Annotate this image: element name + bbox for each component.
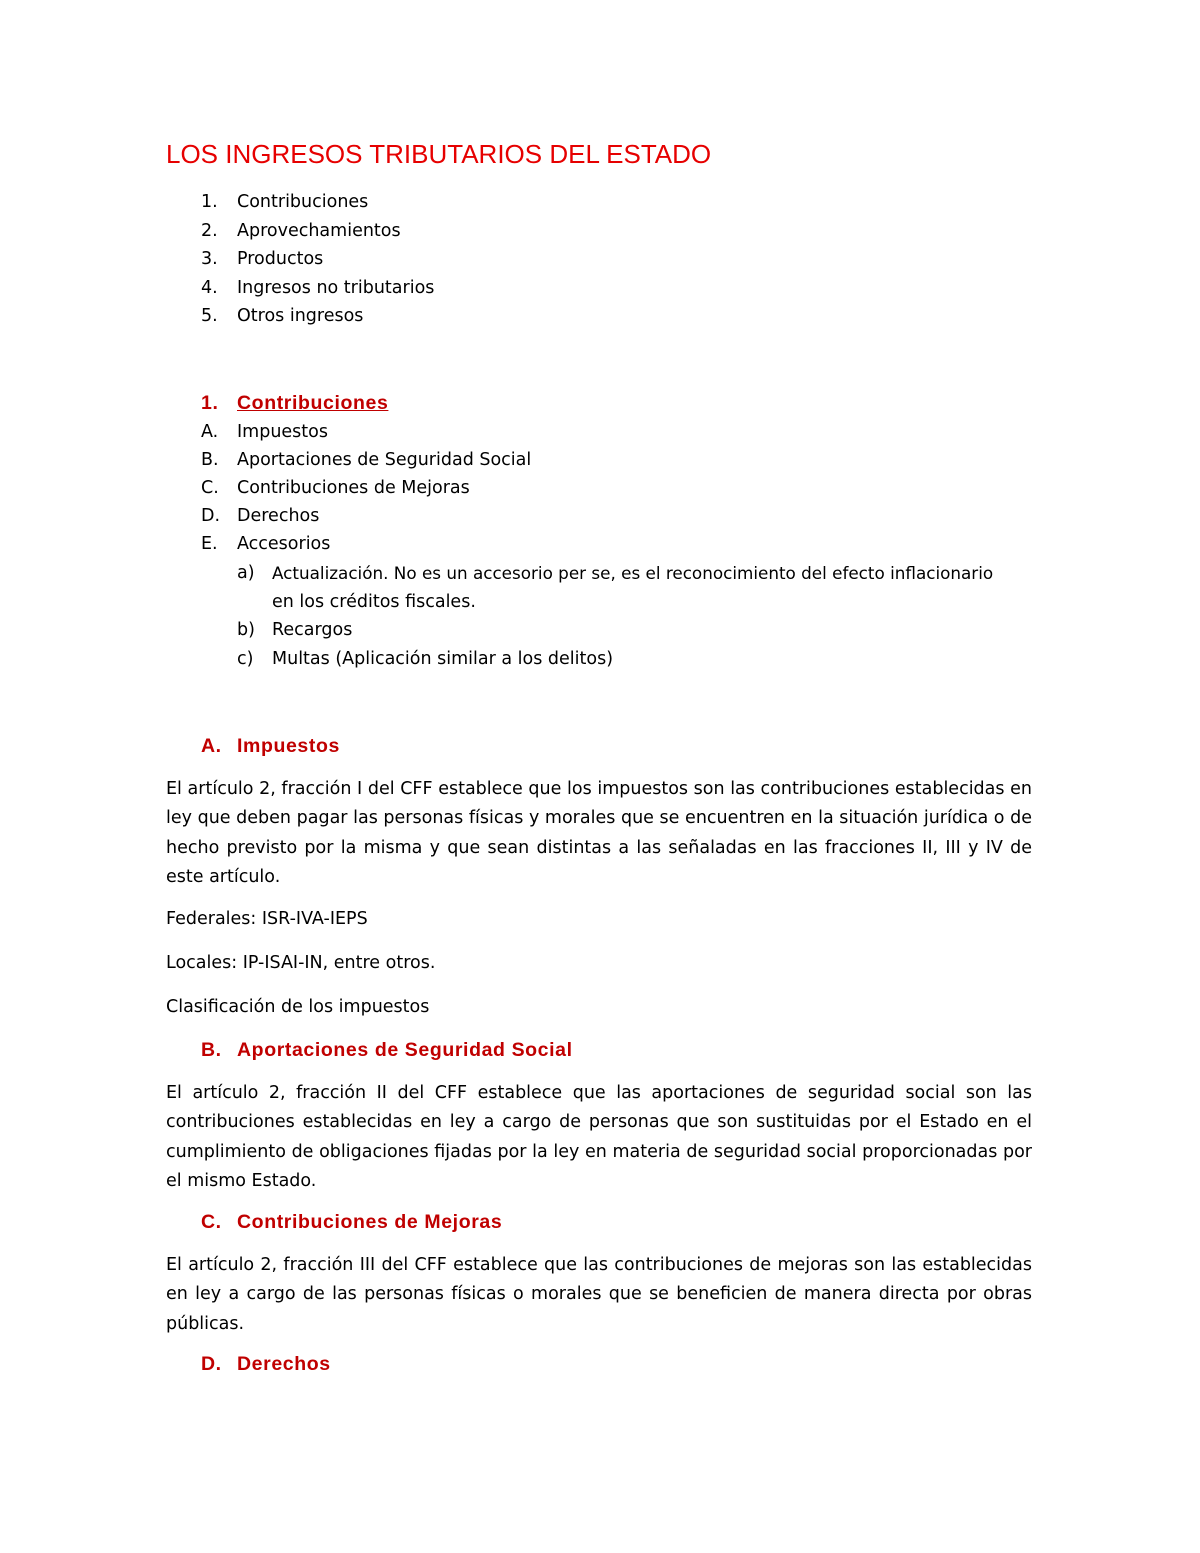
section-title: Impuestos (237, 735, 340, 757)
section-number: 1. (201, 392, 219, 414)
list-number: 3. (201, 249, 218, 269)
list-number: 5. (201, 306, 218, 326)
list-text: Contribuciones de Mejoras (237, 478, 470, 498)
section-letter: B. (201, 1039, 222, 1061)
sub-list-letter: c) (237, 649, 254, 669)
locales-line: Locales: IP-ISAI-IN, entre otros. (166, 953, 436, 973)
list-text: Impuestos (237, 422, 328, 442)
sub-list-text: Recargos (272, 620, 353, 640)
section-title: Contribuciones (237, 392, 389, 414)
list-number: 4. (201, 278, 218, 298)
list-text: Otros ingresos (237, 306, 364, 326)
document-title: LOS INGRESOS TRIBUTARIOS DEL ESTADO (166, 139, 712, 169)
list-text: Ingresos no tributarios (237, 278, 435, 298)
list-number: 1. (201, 192, 218, 212)
list-number: 2. (201, 221, 218, 241)
federales-line: Federales: ISR-IVA-IEPS (166, 909, 368, 929)
list-letter: D. (201, 506, 221, 526)
aportaciones-paragraph: El artículo 2, fracción II del CFF establece que las aportaciones de seguridad social son las contribuciones establecidas en ley a cargo de personas que son sustituidas por el Estado en el cumplimiento de obligaciones fijadas por la ley en materia de seguridad social proporcionadas por el mismo Estado. (166, 1083, 1032, 1191)
list-text: Aprovechamientos (237, 221, 401, 241)
mejoras-paragraph: El artículo 2, fracción III del CFF establece que las contribuciones de mejoras son las establecidas en ley a cargo de las personas físicas o morales que se beneficien de manera directa por obras públicas. (166, 1255, 1032, 1334)
sub-list-letter: b) (237, 620, 255, 640)
list-text: Productos (237, 249, 324, 269)
list-text: Accesorios (237, 534, 331, 554)
list-letter: A. (201, 422, 219, 442)
list-letter: C. (201, 478, 219, 498)
list-text: Derechos (237, 506, 320, 526)
section-letter: D. (201, 1353, 222, 1375)
sub-list-letter: a) (237, 563, 255, 583)
list-text: Aportaciones de Seguridad Social (237, 450, 532, 470)
section-title: Derechos (237, 1353, 331, 1375)
list-text: Contribuciones (237, 192, 369, 212)
section-title: Aportaciones de Seguridad Social (237, 1039, 573, 1061)
sub-list-text: Multas (Aplicación similar a los delitos) (272, 649, 614, 669)
section-letter: A. (201, 735, 222, 757)
sub-list-text: Actualización. No es un accesorio per se, es el reconocimiento del efecto inflacionario (272, 563, 994, 583)
clasificacion-line: Clasificación de los impuestos (166, 997, 430, 1017)
section-title: Contribuciones de Mejoras (237, 1211, 503, 1233)
sub-list-text: en los créditos fiscales. (272, 592, 476, 612)
list-letter: B. (201, 450, 219, 470)
list-letter: E. (201, 534, 218, 554)
impuestos-paragraph: El artículo 2, fracción I del CFF establece que los impuestos son las contribuciones establecidas en ley que deben pagar las personas físicas y morales que se encuentren en la situación jurídica o de hecho previsto por la misma y que sean distintas a las señaladas en las fracciones II, III y IV de este artículo. (166, 779, 1032, 887)
section-letter: C. (201, 1211, 222, 1233)
